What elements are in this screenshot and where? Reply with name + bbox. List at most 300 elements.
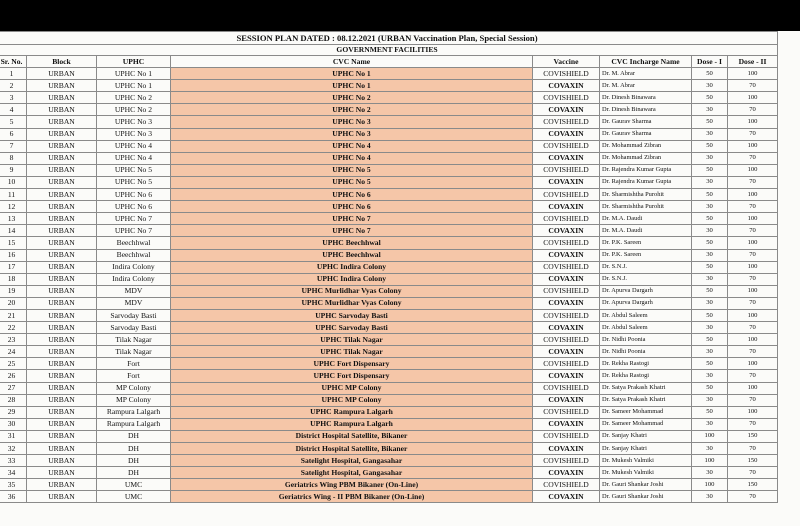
table-row: [0, 443, 778, 455]
cell-block: URBAN: [27, 479, 97, 491]
cell-incharge: Dr. Abdul Saleem: [600, 322, 692, 334]
cell-dose-1: 50: [692, 116, 728, 128]
cell-dose-2: 70: [728, 418, 778, 430]
cell-uphc: Tilak Nagar: [97, 346, 171, 358]
cell-incharge: Dr. Rajendra Kumar Gupta: [600, 176, 692, 188]
cell-dose-1: 50: [692, 189, 728, 201]
cell-vaccine: COVISHIELD: [533, 68, 600, 80]
cell-dose-2: 70: [728, 104, 778, 116]
cell-uphc: UPHC No 5: [97, 176, 171, 188]
cell-dose-1: 30: [692, 394, 728, 406]
cell-vaccine: COVAXIN: [533, 443, 600, 455]
cell-block: URBAN: [27, 152, 97, 164]
cell-incharge: Dr. S.N.J.: [600, 261, 692, 273]
cell-vaccine: COVAXIN: [533, 297, 600, 309]
cell-cvc-name: UPHC Fort Dispensary: [171, 358, 533, 370]
cell-dose-1: 30: [692, 370, 728, 382]
cell-vaccine: COVISHIELD: [533, 164, 600, 176]
cell-block: URBAN: [27, 370, 97, 382]
cell-uphc: UPHC No 6: [97, 189, 171, 201]
cell-sr-no: 9: [0, 164, 27, 176]
cell-block: URBAN: [27, 261, 97, 273]
cell-cvc-name: UPHC No 7: [171, 225, 533, 237]
subtitle-row: [0, 45, 778, 56]
cell-vaccine: COVISHIELD: [533, 382, 600, 394]
cell-dose-1: 30: [692, 176, 728, 188]
cell-dose-2: 70: [728, 225, 778, 237]
cell-sr-no: 29: [0, 406, 27, 418]
cell-block: URBAN: [27, 128, 97, 140]
cell-incharge: Dr. Satya Prakash Khatri: [600, 382, 692, 394]
cell-vaccine: COVAXIN: [533, 491, 600, 503]
cell-cvc-name: District Hospital Satellite, Bikaner: [171, 443, 533, 455]
cell-uphc: UPHC No 1: [97, 68, 171, 80]
cell-dose-2: 150: [728, 430, 778, 442]
cell-uphc: Rampura Lalgarh: [97, 406, 171, 418]
cell-block: URBAN: [27, 92, 97, 104]
cell-cvc-name: UPHC Indira Colony: [171, 261, 533, 273]
cell-block: URBAN: [27, 418, 97, 430]
cell-incharge: Dr. Gaurav Sharma: [600, 116, 692, 128]
cell-block: URBAN: [27, 237, 97, 249]
cell-dose-2: 100: [728, 92, 778, 104]
table-row: [0, 418, 778, 430]
cell-dose-2: 70: [728, 201, 778, 213]
cell-cvc-name: UPHC No 2: [171, 92, 533, 104]
cell-vaccine: COVISHIELD: [533, 334, 600, 346]
cell-block: URBAN: [27, 80, 97, 92]
table-row: [0, 309, 778, 321]
header-block: Block: [27, 56, 97, 68]
cell-sr-no: 4: [0, 104, 27, 116]
cell-incharge: Dr. Sanjay Khatri: [600, 430, 692, 442]
cell-cvc-name: UPHC Rampura Lalgarh: [171, 418, 533, 430]
cell-uphc: Fort: [97, 370, 171, 382]
cell-block: URBAN: [27, 225, 97, 237]
header-vaccine: Vaccine: [533, 56, 600, 68]
cell-dose-1: 50: [692, 140, 728, 152]
cell-sr-no: 12: [0, 201, 27, 213]
cell-sr-no: 27: [0, 382, 27, 394]
cell-sr-no: 19: [0, 285, 27, 297]
cell-dose-2: 100: [728, 406, 778, 418]
table-row: [0, 225, 778, 237]
cell-incharge: Dr. Mukesh Valmiki: [600, 455, 692, 467]
cell-incharge: Dr. Apurva Dargarh: [600, 297, 692, 309]
cell-sr-no: 3: [0, 92, 27, 104]
cell-block: URBAN: [27, 430, 97, 442]
cell-dose-2: 100: [728, 285, 778, 297]
cell-dose-2: 100: [728, 116, 778, 128]
cell-incharge: Dr. Sameer Mohammad: [600, 418, 692, 430]
cell-cvc-name: UPHC Tilak Nagar: [171, 334, 533, 346]
cell-uphc: UPHC No 2: [97, 92, 171, 104]
table-row: [0, 285, 778, 297]
cell-incharge: Dr. Apurva Dargarh: [600, 285, 692, 297]
table-row: [0, 358, 778, 370]
table-row: [0, 140, 778, 152]
cell-sr-no: 14: [0, 225, 27, 237]
cell-block: URBAN: [27, 406, 97, 418]
cell-dose-1: 30: [692, 201, 728, 213]
cell-sr-no: 36: [0, 491, 27, 503]
header-dose-2: Dose - II: [728, 56, 778, 68]
cell-dose-1: 50: [692, 382, 728, 394]
header-dose-1: Dose - I: [692, 56, 728, 68]
cell-dose-2: 70: [728, 176, 778, 188]
cell-sr-no: 32: [0, 443, 27, 455]
cell-uphc: UPHC No 3: [97, 128, 171, 140]
cell-incharge: Dr. Gaurav Sharma: [600, 128, 692, 140]
cell-uphc: UPHC No 4: [97, 152, 171, 164]
table-row: [0, 382, 778, 394]
cell-incharge: Dr. Mohammad Zibran: [600, 152, 692, 164]
cell-uphc: DH: [97, 443, 171, 455]
table-row: [0, 491, 778, 503]
cell-incharge: Dr. P.K. Sareen: [600, 249, 692, 261]
cell-vaccine: COVAXIN: [533, 104, 600, 116]
cell-vaccine: COVAXIN: [533, 80, 600, 92]
cell-dose-2: 70: [728, 297, 778, 309]
cell-incharge: Dr. Nidhi Poonia: [600, 346, 692, 358]
cell-incharge: Dr. Nidhi Poonia: [600, 334, 692, 346]
cell-vaccine: COVISHIELD: [533, 406, 600, 418]
cell-dose-2: 100: [728, 261, 778, 273]
cell-vaccine: COVAXIN: [533, 418, 600, 430]
cell-vaccine: COVAXIN: [533, 467, 600, 479]
cell-sr-no: 25: [0, 358, 27, 370]
cell-uphc: UPHC No 4: [97, 140, 171, 152]
table-row: [0, 201, 778, 213]
cell-dose-1: 50: [692, 406, 728, 418]
table-row: [0, 189, 778, 201]
document-sheet: [0, 31, 800, 526]
cell-block: URBAN: [27, 346, 97, 358]
cell-vaccine: COVISHIELD: [533, 285, 600, 297]
cell-cvc-name: UPHC No 1: [171, 68, 533, 80]
cell-dose-2: 150: [728, 479, 778, 491]
cell-block: URBAN: [27, 116, 97, 128]
cell-cvc-name: Geriatrics Wing PBM Bikaner (On-Line): [171, 479, 533, 491]
cell-uphc: DH: [97, 467, 171, 479]
cell-vaccine: COVISHIELD: [533, 189, 600, 201]
cell-dose-1: 30: [692, 491, 728, 503]
cell-cvc-name: UPHC Beechhwal: [171, 237, 533, 249]
cell-sr-no: 16: [0, 249, 27, 261]
cell-dose-2: 100: [728, 164, 778, 176]
cell-cvc-name: UPHC No 1: [171, 80, 533, 92]
cell-dose-1: 50: [692, 358, 728, 370]
table-row: [0, 164, 778, 176]
cell-incharge: Dr. Dinesh Binawara: [600, 92, 692, 104]
cell-uphc: UPHC No 3: [97, 116, 171, 128]
cell-vaccine: COVISHIELD: [533, 92, 600, 104]
table-row: [0, 297, 778, 309]
cell-uphc: UPHC No 6: [97, 201, 171, 213]
cell-dose-1: 50: [692, 237, 728, 249]
cell-dose-1: 50: [692, 309, 728, 321]
cell-sr-no: 35: [0, 479, 27, 491]
cell-vaccine: COVAXIN: [533, 394, 600, 406]
cell-cvc-name: UPHC Indira Colony: [171, 273, 533, 285]
page-edge: [778, 31, 800, 526]
cell-sr-no: 31: [0, 430, 27, 442]
cell-dose-1: 30: [692, 443, 728, 455]
cell-uphc: Rampura Lalgarh: [97, 418, 171, 430]
cell-uphc: MDV: [97, 285, 171, 297]
cell-sr-no: 17: [0, 261, 27, 273]
cell-cvc-name: UPHC MP Colony: [171, 394, 533, 406]
cell-sr-no: 28: [0, 394, 27, 406]
cell-dose-1: 50: [692, 213, 728, 225]
cell-block: URBAN: [27, 443, 97, 455]
cell-block: URBAN: [27, 273, 97, 285]
cell-vaccine: COVAXIN: [533, 201, 600, 213]
cell-sr-no: 33: [0, 455, 27, 467]
header-uphc: UPHC: [97, 56, 171, 68]
table-row: [0, 430, 778, 442]
cell-cvc-name: UPHC Sarvoday Basti: [171, 322, 533, 334]
cell-vaccine: COVAXIN: [533, 225, 600, 237]
cell-block: URBAN: [27, 176, 97, 188]
session-plan-table: [0, 31, 778, 503]
cell-uphc: UPHC No 2: [97, 104, 171, 116]
cell-sr-no: 24: [0, 346, 27, 358]
cell-dose-1: 30: [692, 297, 728, 309]
cell-cvc-name: UPHC Fort Dispensary: [171, 370, 533, 382]
cell-sr-no: 22: [0, 322, 27, 334]
cell-incharge: Dr. M. Abrar: [600, 68, 692, 80]
cell-cvc-name: UPHC No 3: [171, 116, 533, 128]
cell-incharge: Dr. Sanjay Khatri: [600, 443, 692, 455]
table-row: [0, 237, 778, 249]
cell-dose-2: 100: [728, 382, 778, 394]
cell-block: URBAN: [27, 358, 97, 370]
cell-dose-2: 100: [728, 68, 778, 80]
cell-dose-1: 50: [692, 261, 728, 273]
cell-block: URBAN: [27, 322, 97, 334]
cell-dose-2: 100: [728, 213, 778, 225]
header-incharge: CVC Incharge Name: [600, 56, 692, 68]
cell-sr-no: 18: [0, 273, 27, 285]
cell-block: URBAN: [27, 382, 97, 394]
table-row: [0, 479, 778, 491]
cell-cvc-name: UPHC Tilak Nagar: [171, 346, 533, 358]
cell-dose-1: 50: [692, 92, 728, 104]
header-row: [0, 56, 778, 68]
cell-sr-no: 10: [0, 176, 27, 188]
cell-vaccine: COVAXIN: [533, 176, 600, 188]
cell-sr-no: 15: [0, 237, 27, 249]
cell-dose-1: 100: [692, 430, 728, 442]
cell-incharge: Dr. Abdul Saleem: [600, 309, 692, 321]
cell-incharge: Dr. Sharmishtha Purohit: [600, 189, 692, 201]
cell-dose-2: 70: [728, 273, 778, 285]
cell-block: URBAN: [27, 297, 97, 309]
cell-vaccine: COVISHIELD: [533, 430, 600, 442]
cell-cvc-name: UPHC No 2: [171, 104, 533, 116]
cell-dose-1: 50: [692, 68, 728, 80]
cell-vaccine: COVAXIN: [533, 322, 600, 334]
table-row: [0, 80, 778, 92]
cell-vaccine: COVISHIELD: [533, 213, 600, 225]
table-row: [0, 128, 778, 140]
cell-incharge: Dr. P.K. Sareen: [600, 237, 692, 249]
cell-dose-2: 70: [728, 443, 778, 455]
cell-cvc-name: UPHC No 4: [171, 140, 533, 152]
cell-block: URBAN: [27, 309, 97, 321]
cell-sr-no: 6: [0, 128, 27, 140]
cell-block: URBAN: [27, 189, 97, 201]
cell-vaccine: COVISHIELD: [533, 309, 600, 321]
cell-dose-1: 30: [692, 152, 728, 164]
cell-block: URBAN: [27, 213, 97, 225]
cell-uphc: Indira Colony: [97, 273, 171, 285]
cell-incharge: Dr. S.N.J.: [600, 273, 692, 285]
cell-dose-2: 70: [728, 152, 778, 164]
table-row: [0, 273, 778, 285]
cell-uphc: DH: [97, 455, 171, 467]
header-sr-no: Sr. No.: [0, 56, 27, 68]
cell-cvc-name: Satelight Hospital, Gangasahar: [171, 455, 533, 467]
cell-dose-1: 30: [692, 273, 728, 285]
cell-sr-no: 1: [0, 68, 27, 80]
cell-incharge: Dr. Gauri Shankar Joshi: [600, 479, 692, 491]
table-row: [0, 213, 778, 225]
cell-block: URBAN: [27, 249, 97, 261]
cell-dose-1: 50: [692, 164, 728, 176]
cell-sr-no: 20: [0, 297, 27, 309]
cell-incharge: Dr. Sameer Mohammad: [600, 406, 692, 418]
cell-block: URBAN: [27, 201, 97, 213]
cell-incharge: Dr. M.A. Daudi: [600, 225, 692, 237]
table-row: [0, 152, 778, 164]
cell-incharge: Dr. Dinesh Binawara: [600, 104, 692, 116]
cell-dose-2: 150: [728, 455, 778, 467]
cell-block: URBAN: [27, 140, 97, 152]
cell-incharge: Dr. Sharmishtha Purohit: [600, 201, 692, 213]
cell-sr-no: 34: [0, 467, 27, 479]
cell-dose-2: 100: [728, 358, 778, 370]
cell-sr-no: 30: [0, 418, 27, 430]
cell-dose-1: 30: [692, 346, 728, 358]
cell-dose-2: 100: [728, 309, 778, 321]
cell-sr-no: 8: [0, 152, 27, 164]
cell-cvc-name: UPHC No 5: [171, 176, 533, 188]
cell-block: URBAN: [27, 394, 97, 406]
section-subtitle: GOVERNMENT FACILITIES: [0, 45, 778, 56]
cell-vaccine: COVISHIELD: [533, 116, 600, 128]
cell-uphc: MDV: [97, 297, 171, 309]
cell-uphc: UMC: [97, 491, 171, 503]
cell-block: URBAN: [27, 334, 97, 346]
cell-dose-2: 100: [728, 189, 778, 201]
cell-incharge: Dr. Gauri Shankar Joshi: [600, 491, 692, 503]
cell-cvc-name: UPHC Sarvoday Basti: [171, 309, 533, 321]
cell-vaccine: COVAXIN: [533, 370, 600, 382]
cell-block: URBAN: [27, 455, 97, 467]
cell-cvc-name: Satelight Hospital, Gangasahar: [171, 467, 533, 479]
cell-incharge: Dr. Satya Prakash Khatri: [600, 394, 692, 406]
cell-incharge: Dr. M.A. Daudi: [600, 213, 692, 225]
table-row: [0, 116, 778, 128]
cell-cvc-name: UPHC No 6: [171, 201, 533, 213]
cell-dose-1: 30: [692, 322, 728, 334]
cell-dose-2: 70: [728, 80, 778, 92]
table-row: [0, 176, 778, 188]
cell-sr-no: 26: [0, 370, 27, 382]
cell-dose-1: 30: [692, 80, 728, 92]
table-row: [0, 346, 778, 358]
cell-dose-2: 70: [728, 128, 778, 140]
cell-uphc: UMC: [97, 479, 171, 491]
cell-dose-1: 100: [692, 479, 728, 491]
table-row: [0, 92, 778, 104]
cell-dose-2: 70: [728, 467, 778, 479]
cell-uphc: UPHC No 7: [97, 213, 171, 225]
table-row: [0, 249, 778, 261]
cell-dose-1: 30: [692, 249, 728, 261]
cell-sr-no: 23: [0, 334, 27, 346]
cell-incharge: Dr. Mohammad Zibran: [600, 140, 692, 152]
cell-uphc: UPHC No 1: [97, 80, 171, 92]
cell-incharge: Dr. Mukesh Valmiki: [600, 467, 692, 479]
cell-uphc: MP Colony: [97, 382, 171, 394]
cell-dose-2: 70: [728, 346, 778, 358]
cell-dose-2: 70: [728, 249, 778, 261]
table-row: [0, 334, 778, 346]
table-row: [0, 68, 778, 80]
cell-cvc-name: Geriatrics Wing - II PBM Bikaner (On-Line): [171, 491, 533, 503]
cell-block: URBAN: [27, 104, 97, 116]
cell-dose-2: 70: [728, 322, 778, 334]
cell-sr-no: 5: [0, 116, 27, 128]
cell-uphc: Beechhwal: [97, 237, 171, 249]
cell-uphc: MP Colony: [97, 394, 171, 406]
cell-incharge: Dr. Rekha Rastogi: [600, 358, 692, 370]
cell-vaccine: COVISHIELD: [533, 140, 600, 152]
cell-vaccine: COVAXIN: [533, 346, 600, 358]
cell-dose-1: 30: [692, 128, 728, 140]
table-row: [0, 104, 778, 116]
cell-uphc: Fort: [97, 358, 171, 370]
cell-vaccine: COVISHIELD: [533, 455, 600, 467]
cell-cvc-name: District Hospital Satellite, Bikaner: [171, 430, 533, 442]
cell-dose-1: 30: [692, 418, 728, 430]
cell-uphc: Indira Colony: [97, 261, 171, 273]
cell-incharge: Dr. Rekha Rastogi: [600, 370, 692, 382]
cell-vaccine: COVAXIN: [533, 152, 600, 164]
cell-uphc: Beechhwal: [97, 249, 171, 261]
cell-dose-1: 100: [692, 455, 728, 467]
table-row: [0, 455, 778, 467]
cell-block: URBAN: [27, 285, 97, 297]
cell-sr-no: 7: [0, 140, 27, 152]
table-row: [0, 370, 778, 382]
cell-vaccine: COVISHIELD: [533, 479, 600, 491]
cell-vaccine: COVISHIELD: [533, 237, 600, 249]
cell-cvc-name: UPHC No 5: [171, 164, 533, 176]
cell-cvc-name: UPHC Murlidhar Vyas Colony: [171, 285, 533, 297]
cell-dose-1: 50: [692, 285, 728, 297]
cell-cvc-name: UPHC Rampura Lalgarh: [171, 406, 533, 418]
cell-vaccine: COVAXIN: [533, 128, 600, 140]
cell-vaccine: COVAXIN: [533, 273, 600, 285]
header-cvc-name: CVC Name: [171, 56, 533, 68]
table-row: [0, 467, 778, 479]
cell-sr-no: 13: [0, 213, 27, 225]
table-row: [0, 394, 778, 406]
